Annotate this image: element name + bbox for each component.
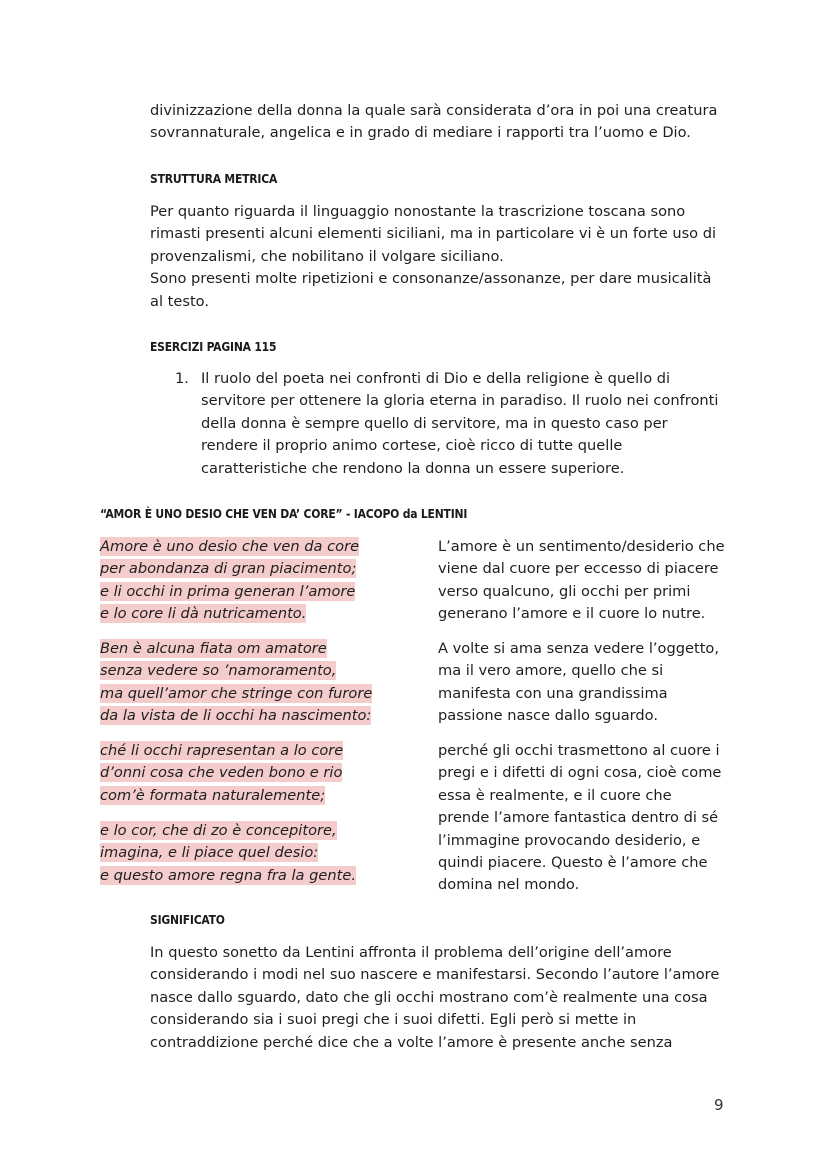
paraphrase-1: L’amore è un sentimento/desiderio che viene dal cuore per eccesso di piacere verso qualcuno, gli occhi per primi generano l’amore e il cuore lo nutre. (438, 538, 725, 623)
stanza-text: e lo cor, che di zo è concepitore, imagina, e li piace quel desio: e questo amore regna fra la gente. (100, 822, 356, 884)
page-number: 9 (714, 1096, 724, 1114)
intro-paragraph: divinizzazione della donna la quale sarà considerata d’ora in poi una creatura sovrannaturale, angelica e in grado di mediare i rapporti tra l’uomo e Dio. (150, 102, 718, 142)
stanza-text: ché li occhi rapresentan a lo core d’onni cosa che veden bono e rio com’è formata naturalemente; (100, 742, 344, 804)
poem-title-heading: “AMOR È UNO DESIO CHE VEN DA’ CORE” - IACOPO da LENTINI (100, 507, 468, 521)
exercises-heading: ESERCIZI PAGINA 115 (150, 340, 277, 354)
poem-stanza-2 (100, 638, 372, 728)
meaning-paragraph: In questo sonetto da Lentini affronta il problema dell’origine dell’amore considerando i modi nel suo nascere e manifestarsi. Secondo l’autore l’amore nasce dallo sguardo, dato che gli occhi mostrano com’è realmente una cosa considerando sia i suoi pregi che i suoi difetti. Egli però si mette in contraddizione perché dice che a volte l’amore è presente anche senza (150, 944, 720, 1051)
paraphrase-3: perché gli occhi trasmettono al cuore i pregi e i difetti di ogni cosa, cioè come essa è realmente, e il cuore che prende l’amore fantastica dentro di sé l’immagine provocando desiderio, e quindi piacere. Questo è l’amore che domina nel mondo. (438, 742, 722, 894)
paraphrase-2: A volte si ama senza vedere l’oggetto, ma il vero amore, quello che si manifesta con una grandissima passione nasce dallo sguardo. (438, 640, 719, 725)
poem-stanza-1 (100, 536, 359, 626)
poem-stanza-3 (100, 740, 343, 807)
stanza-text: Ben è alcuna fiata om amatore senza vedere so ’namoramento, ma quell’amor che stringe con furore da la vista de li occhi ha nascimento: (100, 640, 373, 725)
meaning-heading: SIGNIFICATO (150, 913, 225, 927)
list-item-text: Il ruolo del poeta nei confronti di Dio e della religione è quello di servitore per ottenere la gloria eterna in paradiso. Il ruolo nei confronti della donna è sempre quello di servitore, ma in questo caso per rendere il proprio animo cortese, cioè ricco di tutte quelle caratteristiche che rendono la donna un essere superiore. (201, 370, 719, 477)
metric-structure-paragraph: Per quanto riguarda il linguaggio nonostante la trascrizione toscana sono rimasti presenti alcuni elementi siciliani, ma in particolare vi è un forte uso di provenzalismi, che nobilitano il volgare siciliano. Sono presenti molte ripetizioni e consonanze/assonanze, per dare musicalità al testo. (150, 203, 717, 310)
stanza-text: Amore è uno desio che ven da core per abondanza di gran piacimento; e li occhi in prima generan l’amore e lo core li dà nutricamento. (100, 538, 360, 623)
metric-structure-heading: STRUTTURA METRICA (150, 172, 278, 186)
poem-stanza-4 (100, 820, 356, 887)
list-item-number: 1. (175, 370, 189, 387)
